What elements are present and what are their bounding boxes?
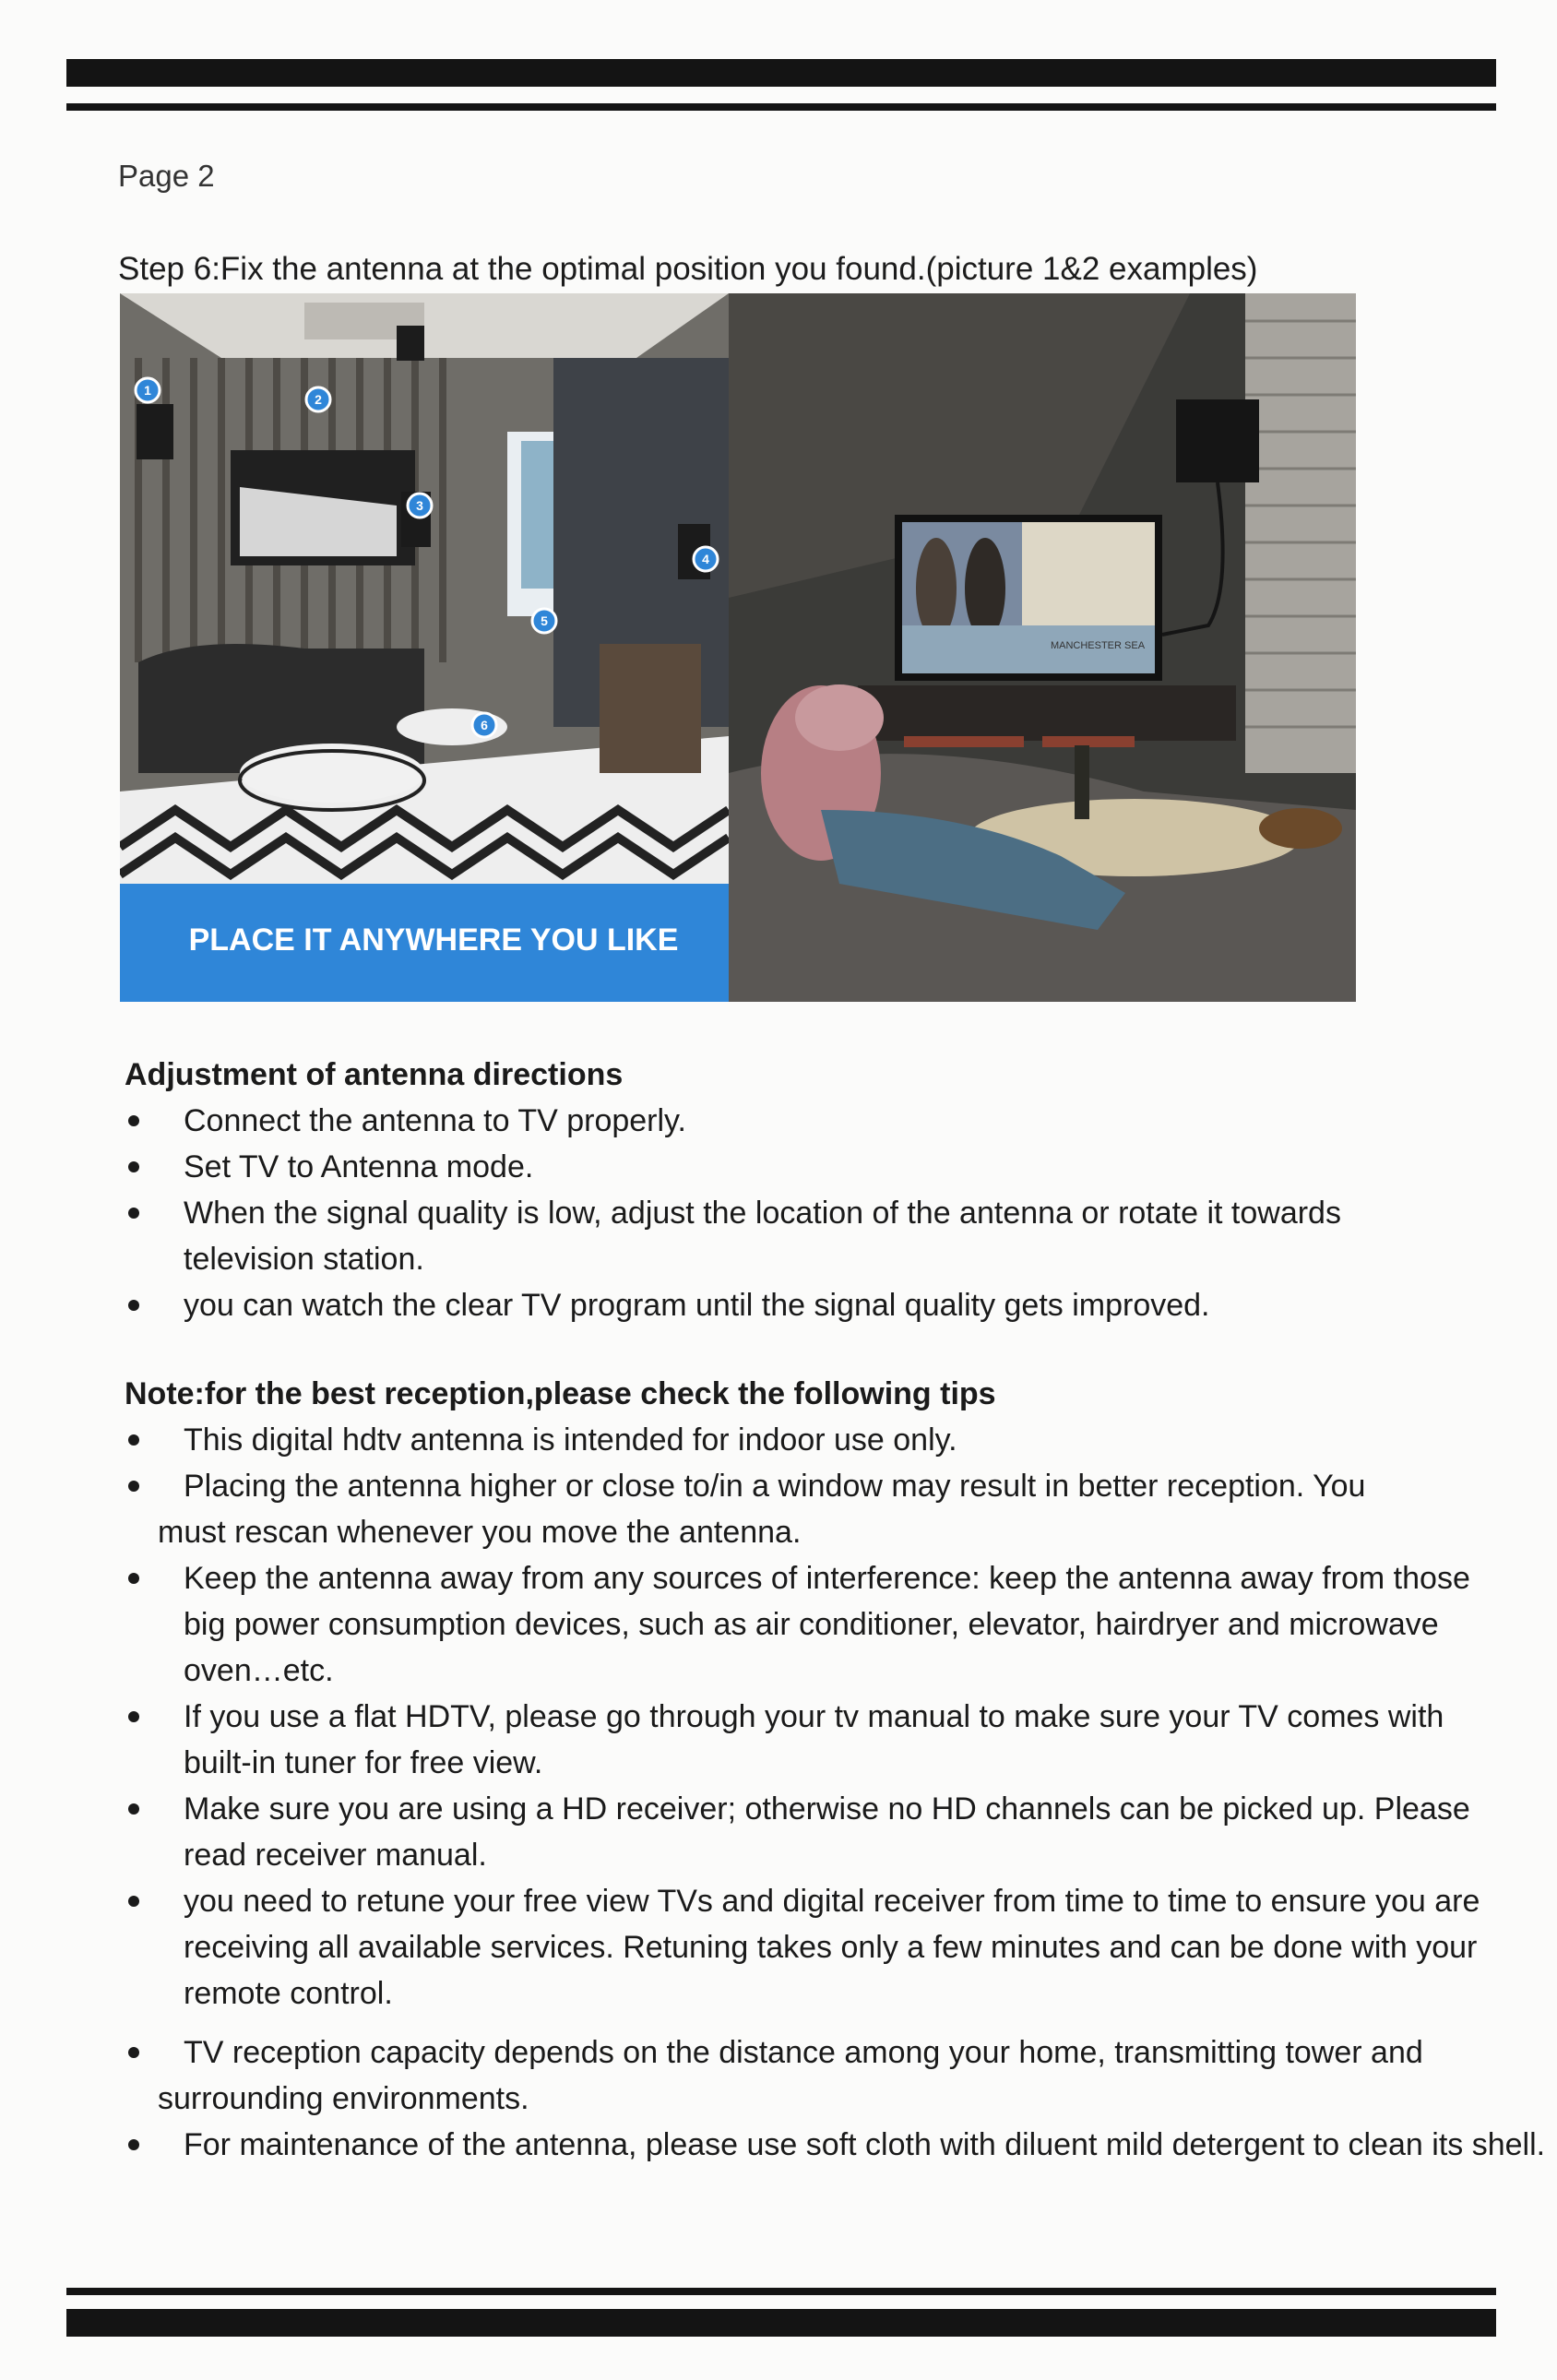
tv-title: MANCHESTER SEA	[1050, 640, 1146, 651]
list-item: Placing the antenna higher or close to/in a window may result in better reception. You	[125, 1463, 1508, 1509]
note-section	[125, 1371, 1546, 2168]
list-item-continuation: surrounding environments.	[158, 2081, 529, 2116]
page-number: Page 2	[118, 159, 215, 193]
picture-1-banner: PLACE IT ANYWHERE YOU LIKE	[188, 922, 679, 958]
list-item: Connect the antenna to TV properly.	[125, 1098, 1508, 1144]
list-item: When the signal quality is low, adjust the location of the antenna or rotate it towards television station.	[125, 1190, 1429, 1282]
step-instruction: Step 6:Fix the antenna at the optimal position you found.(picture 1&2 examples)	[118, 251, 1258, 287]
adjustment-heading: Adjustment of antenna directions	[125, 1057, 624, 1092]
header-band-thin	[66, 103, 1496, 111]
marker-6: 6	[481, 718, 488, 732]
marker-4: 4	[702, 552, 709, 566]
note-list	[125, 1417, 1546, 2168]
picture-2-tv-room	[729, 293, 1356, 1002]
marker-5: 5	[541, 613, 548, 628]
list-item: you need to retune your free view TVs and digital receiver from time to time to ensure you are receiving all available services. Retuning takes only a few minutes and can be done with your remote control.	[125, 1878, 1549, 2017]
list-item: TV reception capacity depends on the distance among your home, transmitting tower and	[125, 2029, 1508, 2076]
list-item-continuation: must rescan whenever you move the antenna.	[158, 1515, 802, 1550]
list-item: Set TV to Antenna mode.	[125, 1144, 1508, 1190]
list-item: you can watch the clear TV program until the signal quality gets improved.	[125, 1282, 1508, 1328]
marker-1: 1	[144, 383, 151, 398]
footer-band-thin	[66, 2288, 1496, 2295]
note-heading: Note:for the best reception,please check the following tips	[125, 1376, 996, 1411]
footer-band-thick	[66, 2309, 1496, 2337]
list-item: Make sure you are using a HD receiver; otherwise no HD channels can be picked up. Please read receiver manual.	[125, 1786, 1475, 1878]
picture-1-living-room	[120, 293, 729, 1002]
marker-3: 3	[416, 498, 423, 513]
marker-2: 2	[315, 392, 322, 407]
list-item: For maintenance of the antenna, please use soft cloth with diluent mild detergent to clean its shell.	[125, 2122, 1549, 2168]
list-item: Keep the antenna away from any sources of interference: keep the antenna away from those big power consumption devices, such as air conditioner, elevator, hairdryer and microwave oven…etc.	[125, 1555, 1475, 1694]
adjustment-list	[125, 1098, 1508, 1328]
list-item: If you use a flat HDTV, please go through your tv manual to make sure your TV comes with built-in tuner for free view.	[125, 1694, 1475, 1786]
list-item: This digital hdtv antenna is intended for indoor use only.	[125, 1417, 1508, 1463]
header-band-thick	[66, 59, 1496, 87]
adjustment-section	[125, 1052, 1508, 1328]
